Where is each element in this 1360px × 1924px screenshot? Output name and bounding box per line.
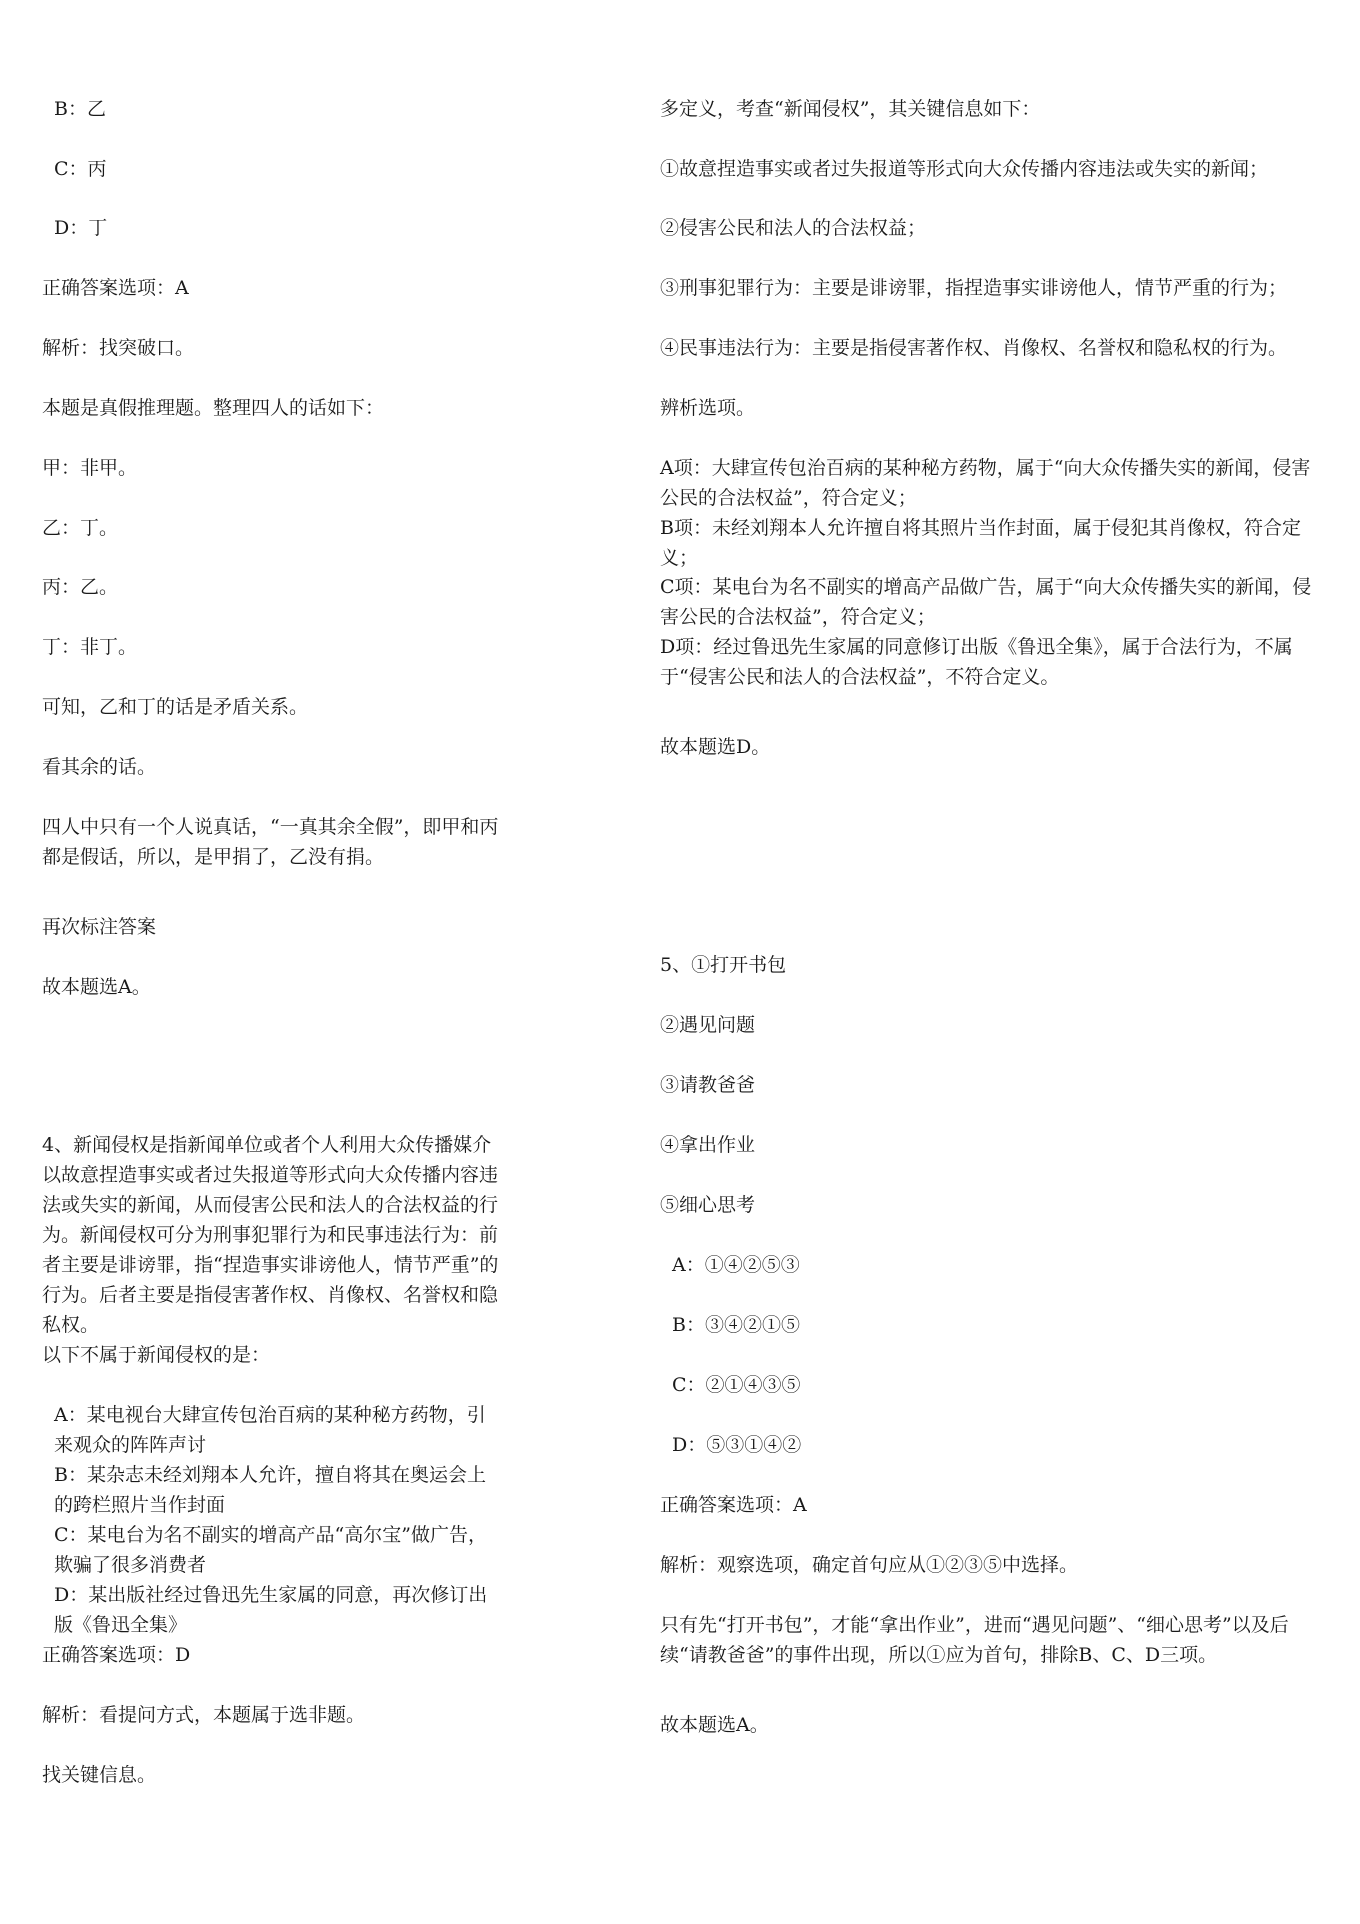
q5-answer: 正确答案选项：A [660, 1494, 807, 1516]
q4-keyinfo-2: ②侵害公民和法人的合法权益； [660, 217, 927, 239]
q4-option-d: D：某出版社经过鲁迅先生家属的同意，再次修订出版《鲁迅全集》 [54, 1584, 488, 1636]
q4-keyinfo-3: ③刑事犯罪行为：主要是诽谤罪，指捏造事实诽谤他人，情节严重的行为； [660, 277, 1288, 299]
q5-analysis-1: 解析：观察选项，确定首句应从①②③⑤中选择。 [660, 1554, 1079, 1576]
q4-keyinfo-1: ①故意捏造事实或者过失报道等形式向大众传播内容违法或失实的新闻； [660, 158, 1269, 180]
q3-option-c: C：丙 [54, 158, 107, 180]
q4-keyinfo-intro: 多定义，考查“新闻侵权”，其关键信息如下： [660, 98, 1041, 120]
q3-statement-ding: 丁：非丁。 [42, 636, 138, 658]
q4-discern: 辨析选项。 [660, 397, 756, 419]
q3-analysis-2: 本题是真假推理题。整理四人的话如下： [42, 397, 385, 419]
q4-discern-a: A项：大肆宣传包治百病的某种秘方药物，属于“向大众传播失实的新闻，侵害公民的合法权益”，符合定义； [660, 457, 1311, 509]
q4-option-a: A：某电视台大肆宣传包治百病的某种秘方药物，引来观众的阵阵声讨 [54, 1404, 486, 1456]
q4-discern-c: C项：某电台为名不副实的增高产品做广告，属于“向大众传播失实的新闻，侵害公民的合法权益”，符合定义； [660, 576, 1312, 628]
q4-answer: 正确答案选项：D [42, 1644, 191, 1666]
q4-analysis-2: 找关键信息。 [42, 1764, 157, 1786]
q4-analysis-1: 解析：看提问方式，本题属于选非题。 [42, 1704, 366, 1726]
q5-item-2: ②遇见问题 [660, 1014, 756, 1036]
q4-discern-d: D项：经过鲁迅先生家属的同意修订出版《鲁迅全集》，属于合法行为，不属于“侵害公民和法人的合法权益”，不符合定义。 [660, 636, 1293, 688]
q3-statement-jia: 甲：非甲。 [42, 457, 138, 479]
q4-option-b: B：某杂志未经刘翔本人允许，擅自将其在奥运会上的跨栏照片当作封面 [54, 1464, 486, 1516]
q3-conclusion: 故本题选A。 [42, 976, 151, 998]
q3-option-b: B：乙 [54, 98, 106, 120]
q5-analysis-2: 只有先“打开书包”，才能“拿出作业”，进而“遇见问题”、“细心思考”以及后续“请教爸爸”的事件出现，所以①应为首句，排除B、C、D三项。 [660, 1614, 1289, 1666]
q4-keyinfo-4: ④民事违法行为：主要是指侵害著作权、肖像权、名誉权和隐私权的行为。 [660, 337, 1288, 359]
q4-conclusion: 故本题选D。 [660, 736, 771, 758]
q3-option-d: D：丁 [54, 217, 108, 239]
q3-analysis-3: 可知，乙和丁的话是矛盾关系。 [42, 696, 309, 718]
q5-item-4: ④拿出作业 [660, 1134, 756, 1156]
q4-question: 以下不属于新闻侵权的是： [42, 1344, 271, 1366]
q5-option-c: C：②①④③⑤ [672, 1374, 801, 1396]
q3-analysis-6: 再次标注答案 [42, 916, 157, 938]
q3-statement-yi: 乙：丁。 [42, 517, 119, 539]
q3-statement-bing: 丙：乙。 [42, 576, 119, 598]
q3-analysis-4: 看其余的话。 [42, 756, 157, 778]
q3-analysis-1: 解析：找突破口。 [42, 337, 195, 359]
q3-answer: 正确答案选项：A [42, 277, 189, 299]
q5-option-d: D：⑤③①④② [672, 1434, 802, 1456]
q4-stem: 4、新闻侵权是指新闻单位或者个人利用大众传播媒介以故意捏造事实或者过失报道等形式向大众传播内容违法或失实的新闻，从而侵害公民和法人的合法权益的行为。新闻侵权可分为刑事犯罪行为和民事违法行为：前者主要是诽谤罪，指“捏造事实诽谤他人，情节严重”的行为。后者主要是指侵害著作权、肖像权、名誉权和隐私权。 [42, 1134, 499, 1336]
q5-option-a: A：①④②⑤③ [672, 1254, 800, 1276]
q4-option-c: C：某电台为名不副实的增高产品“高尔宝”做广告，欺骗了很多消费者 [54, 1524, 487, 1576]
q5-stem: 5、①打开书包 [660, 954, 787, 976]
q4-discern-b: B项：未经刘翔本人允许擅自将其照片当作封面，属于侵犯其肖像权，符合定义； [660, 517, 1301, 569]
q5-conclusion: 故本题选A。 [660, 1714, 769, 1736]
q5-item-5: ⑤细心思考 [660, 1194, 756, 1216]
q5-item-3: ③请教爸爸 [660, 1074, 756, 1096]
q5-option-b: B：③④②①⑤ [672, 1314, 800, 1336]
q3-analysis-5: 四人中只有一个人说真话，“一真其余全假”，即甲和丙都是假话，所以，是甲捐了，乙没有捐。 [42, 816, 499, 868]
